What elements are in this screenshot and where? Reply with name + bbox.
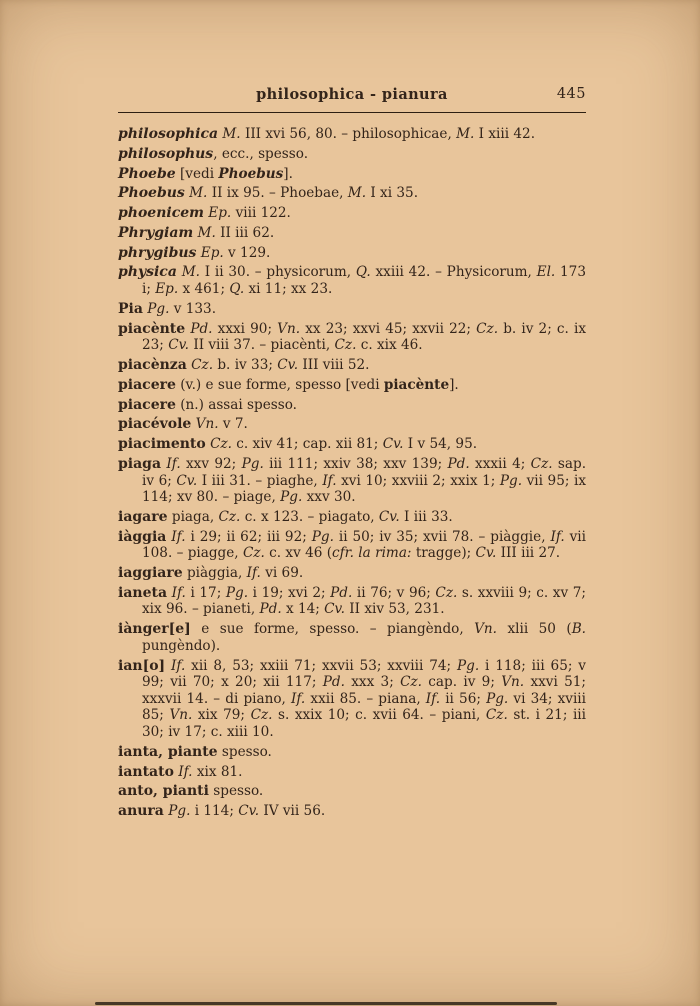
index-entry (118, 529, 586, 562)
index-entry (118, 397, 586, 414)
index-entry (118, 456, 586, 506)
entry-body: [vedi Phoebus]. (175, 165, 293, 182)
headword: Phrygiam (118, 224, 194, 241)
headword: Phoebe (118, 165, 176, 182)
index-entry (118, 783, 586, 800)
headword: piacévole (118, 416, 192, 433)
entry-body: If. xii 8, 53; xxiii 71; xxvii 53; xxviii 74; Pg. i 118; iii 65; v 99; vii 70; x 20; xii 117; Pd. xxx 3; Cz. cap. iv 9; Vn. xxvi 51; xxxvii 14. – di piano, If. xxii 85. – piana, If. ii 56; Pg. vi 34; xviii 85; Vn. xix 79; Cz. s. xxix 10; c. xvii 64. – piani, Cz. st. i 21; iii 30; iv 17; c. xiii 10. (142, 657, 587, 740)
header-rule (118, 112, 586, 113)
entry-body: M. II ix 95. – Phoebae, M. I xi 35. (189, 185, 419, 202)
entry-body: piàggia, If. vi 69. (182, 565, 304, 582)
index-entry (118, 744, 586, 761)
index-entry (118, 803, 586, 820)
headword: philosophus (118, 145, 214, 162)
headword: iagare (118, 508, 168, 525)
index-entry (118, 509, 586, 526)
running-header (118, 86, 586, 107)
entry-body: If. i 17; Pg. i 19; xvi 2; Pd. ii 76; v 96; Cz. s. xxviii 9; c. xv 7; xix 96. – pianeti, Pd. x 14; Cv. II xiv 53, 231. (142, 584, 586, 618)
index-entry (118, 166, 586, 183)
headword: physica (118, 264, 177, 281)
entry-body: spesso. (217, 743, 272, 760)
headword: piacènza (118, 357, 187, 373)
entry-body: piaga, Cz. c. x 123. – piagato, Cv. I iii 33. (167, 508, 453, 525)
index-entry (118, 225, 586, 242)
headword: anura (118, 803, 164, 820)
entry-body: Pg. i 114; Cv. IV vii 56. (168, 803, 326, 820)
index-entry (118, 357, 586, 374)
index-entry (118, 658, 586, 741)
entry-body: M. II iii 62. (197, 224, 275, 241)
headword: iantato (118, 763, 174, 780)
entry-body: Cz. c. xiv 41; cap. xii 81; Cv. I v 54, 95. (210, 436, 478, 453)
entry-body: , ecc., spesso. (213, 145, 309, 162)
headword: iaggiare (118, 565, 183, 582)
entry-body: e sue forme, spesso. – piangèndo, Vn. xlii 50 (B. pungèndo). (142, 621, 586, 654)
index-entry (118, 436, 586, 453)
index-entry (118, 585, 586, 618)
entry-body: Ep. v 129. (200, 244, 271, 261)
headword: phrygibus (118, 244, 197, 261)
headword: iànger[e] (118, 621, 191, 638)
entry-body: Ep. viii 122. (208, 205, 291, 222)
headword: Pia (118, 300, 143, 317)
entry-body: Pd. xxxi 90; Vn. xx 23; xxvi 45; xxvii 22; Cz. b. iv 2; c. ix 23; Cv. II viii 37. – piacènti, Cz. c. xix 46. (142, 320, 587, 354)
headword: ian[o] (118, 657, 166, 674)
scan-edge-artifact (95, 1002, 557, 1005)
index-entry (118, 185, 586, 202)
headword: piacènte (118, 320, 186, 337)
entry-body: Pg. v 133. (147, 300, 217, 317)
entry-body: (v.) e sue forme, spesso [vedi piacènte]. (175, 376, 459, 393)
entry-body: M. III xvi 56, 80. – philosophicae, M. I xiii 42. (222, 126, 536, 142)
headword: anto, pianti (118, 783, 209, 800)
headword: ianeta (118, 584, 168, 601)
entry-body: Vn. v 7. (195, 416, 248, 433)
index-entry (118, 764, 586, 781)
headword: piaga (118, 455, 162, 472)
entry-body: M. I ii 30. – physicorum, Q. xxiii 42. – Physicorum, El. 173 i; Ep. x 461; Q. xi 11; xx 23. (142, 264, 586, 298)
entry-body: If. xxv 92; Pg. iii 111; xxiv 38; xxv 139; Pd. xxxii 4; Cz. sap. iv 6; Cv. I iii 31. – piaghe, If. xvi 10; xxviii 2; xxix 1; Pg. vii 95; ix 114; xv 80. – piage, Pg. xxv 30. (142, 455, 587, 506)
index-list (118, 126, 586, 820)
index-entry (118, 146, 586, 163)
page-content (118, 86, 586, 823)
entry-body: If. i 29; ii 62; iii 92; Pg. ii 50; iv 35; xvii 78. – piàggie, If. vii 108. – piagge, Cz. c. xv 46 (cfr. la rima: tragge); Cv. III iii 27. (142, 528, 587, 562)
index-entry (118, 264, 586, 297)
entry-body: spesso. (208, 783, 264, 800)
headword: philosophica (118, 126, 219, 142)
headword: phoenicem (118, 205, 204, 222)
index-entry (118, 301, 586, 318)
entry-body: Cz. b. iv 33; Cv. III viii 52. (191, 357, 370, 373)
index-entry (118, 126, 586, 143)
index-entry (118, 205, 586, 222)
headword: iàggia (118, 528, 167, 545)
entry-body: If. xix 81. (178, 763, 243, 780)
headword: piacimento (118, 436, 206, 453)
index-entry (118, 416, 586, 433)
index-entry (118, 621, 586, 654)
headword: ianta, piante (118, 743, 218, 760)
headword: piacere (118, 396, 176, 413)
entry-body: (n.) assai spesso. (175, 396, 298, 413)
index-entry (118, 245, 586, 262)
index-entry (118, 321, 586, 354)
headword: piacere (118, 376, 176, 393)
headword: Phoebus (118, 185, 185, 202)
page-number: 445 (556, 86, 586, 102)
running-header-title: philosophica - pianura (256, 86, 448, 103)
index-entry (118, 565, 586, 582)
index-entry (118, 377, 586, 394)
